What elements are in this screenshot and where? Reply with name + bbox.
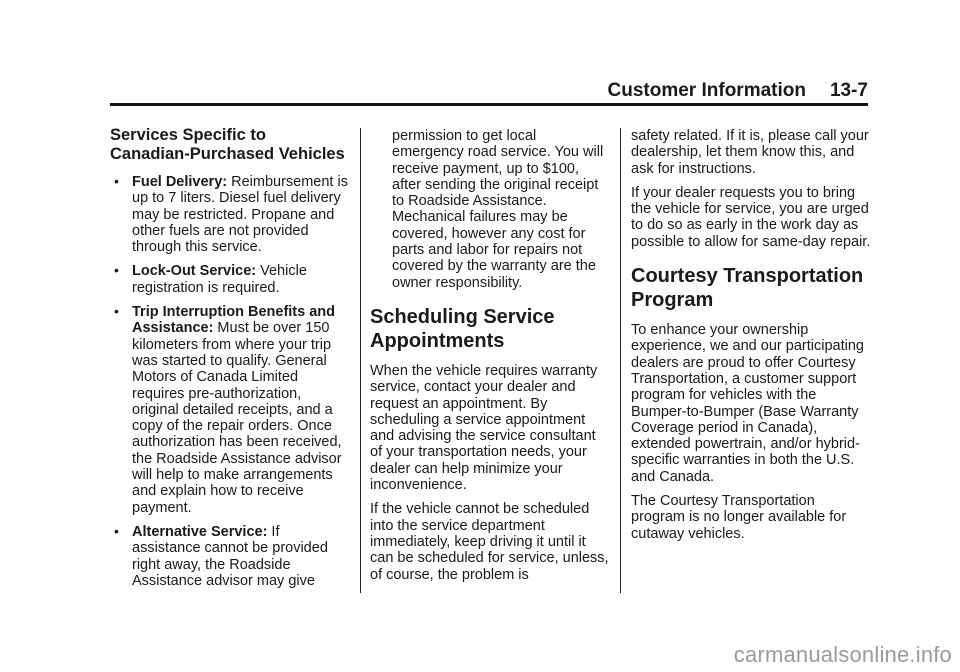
bullet-icon: • — [114, 522, 119, 539]
bullet-icon: • — [114, 262, 119, 279]
list-item — [110, 304, 350, 516]
bullet-icon: • — [114, 303, 119, 320]
item-label: Alternative Service: — [132, 523, 268, 540]
page-title: Customer Information — [607, 80, 806, 101]
bullet-icon: • — [114, 173, 119, 189]
column-divider — [620, 128, 621, 593]
column-divider — [360, 128, 361, 593]
watermark: carmanualsonline.info — [733, 642, 952, 667]
continued-paragraph: permission to get local emergency road service. You will receive payment, up to $100, after sending the original receipt to Roadside Assistance. Mechanical failures may be covered, however any cost for parts and labor for repairs not covered by the warranty are the owner responsibility. — [392, 128, 604, 291]
column-1 — [110, 126, 350, 597]
item-label: Trip Interruption Benefits and Assistance: — [132, 304, 336, 337]
paragraph: When the vehicle requires warranty service, contact your dealer and request an appointment. By scheduling a service appointment and advising the service consultant of your transportation needs, your dealer can help minimize your inconvenience. — [370, 362, 598, 494]
column-3 — [631, 128, 871, 550]
item-text: Must be over 150 kilometers from where your trip was started to qualify. General Motors of Canada Limited requires pre-authorization, original detailed receipts, and a copy of the repair orders. Once authorization has been received, the Roadside Assistance advisor will help to make arrangements and explain how to receive payment. — [132, 320, 342, 516]
header-rule — [110, 103, 868, 106]
paragraph: safety related. If it is, please call your dealership, let them know this, and ask for instructions. — [631, 128, 869, 177]
heading-line-2: Canadian-Purchased Vehicles — [110, 145, 345, 163]
item-label: Fuel Delivery: — [132, 174, 228, 190]
page-header — [110, 80, 868, 102]
paragraph: To enhance your ownership experience, we and our participating dealers are proud to offer Courtesy Transportation, a customer support program for vehicles with the Bumper-to-Bumper (Base Warranty Coverage period in Canada), extended powertrain, and/or hybrid-specific warranties in both the U.S. and Canada. — [631, 322, 864, 485]
heading-line-1: Services Specific to — [110, 126, 266, 144]
list-item — [110, 174, 350, 255]
item-text: Reimbursement is up to 7 liters. Diesel fuel delivery may be restricted. Propane and other fuels are not provided through this service. — [132, 174, 348, 256]
paragraph: The Courtesy Transportation program is no longer available for cutaway vehicles. — [631, 493, 847, 542]
paragraph: If the vehicle cannot be scheduled into the service department immediately, keep driving it until it can be scheduled for service, unless, of course, the problem is — [370, 501, 609, 583]
item-text: If assistance cannot be provided right away, the Roadside Assistance advisor may give — [132, 523, 328, 589]
section-heading-scheduling: Scheduling Service Appointments — [370, 305, 555, 352]
list-item — [110, 263, 350, 296]
services-list — [110, 174, 350, 589]
section-heading-courtesy: Courtesy Transportation Program — [631, 265, 864, 312]
item-label: Lock-Out Service: — [132, 263, 257, 280]
list-item — [110, 524, 350, 589]
subsection-heading — [110, 126, 350, 164]
paragraph: If your dealer requests you to bring the vehicle for service, you are urged to do so as early in the work day as possible to allow for same-day repair. — [631, 184, 871, 250]
page-number: 13-7 — [829, 80, 868, 101]
column-2 — [370, 128, 610, 591]
item-text: Vehicle registration is required. — [132, 263, 307, 296]
